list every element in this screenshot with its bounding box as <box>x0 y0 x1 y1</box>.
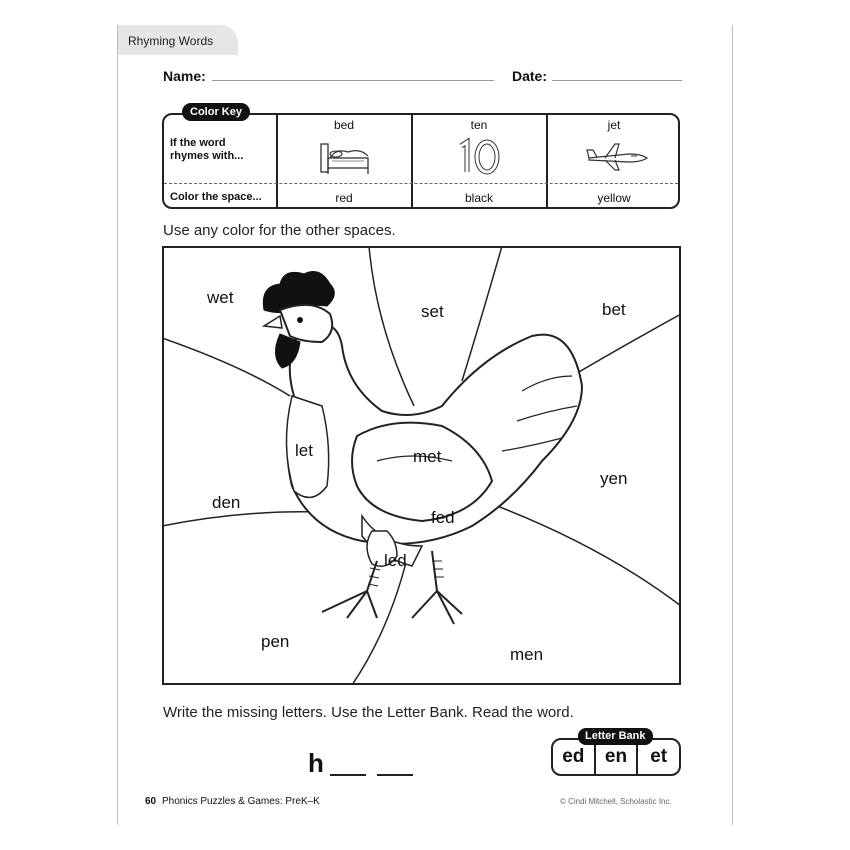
key-row1-label <box>170 137 243 163</box>
picture-word-den: den <box>212 493 241 512</box>
key-word-jet: jet <box>607 118 621 132</box>
picture-word-yen: yen <box>600 469 628 488</box>
key-row1-line1: If the word <box>170 137 226 149</box>
key-row1-line2: rhymes with... <box>170 150 244 162</box>
picture-word-let: let <box>295 441 313 460</box>
name-field[interactable] <box>212 80 494 81</box>
key-color-yellow: yellow <box>597 191 631 205</box>
number-ten-icon <box>455 137 503 177</box>
copyright: © Cindi Mitchell, Scholastic Inc. <box>560 797 672 806</box>
jet-plane-icon <box>585 138 649 174</box>
book-title: Phonics Puzzles & Games: PreK–K <box>162 796 320 807</box>
letter-bank-item[interactable]: en <box>594 740 637 774</box>
letter-bank-item[interactable]: et <box>636 740 679 774</box>
picture-word-led: led <box>384 551 407 570</box>
key-row-divider <box>164 183 678 184</box>
page-edge-right <box>732 25 733 825</box>
bed-icon <box>318 138 374 178</box>
section-tab <box>118 25 238 55</box>
letter-bank-item[interactable]: ed <box>562 746 585 767</box>
page-edge-left <box>117 25 118 825</box>
picture-word-pen: pen <box>261 632 290 651</box>
picture-word-fed: fed <box>431 508 455 527</box>
key-color-black: black <box>464 191 493 205</box>
date-field[interactable] <box>552 80 682 81</box>
key-word-ten: ten <box>470 118 488 132</box>
picture-word-men: men <box>510 645 544 664</box>
blank-1[interactable] <box>330 774 366 776</box>
instruction-write: Write the missing letters. Use the Letter Bank. Read the word. <box>163 704 574 721</box>
key-row2-label: Color the space... <box>170 191 262 203</box>
letter-bank-badge: Letter Bank <box>578 728 653 745</box>
name-label: Name: <box>163 68 206 84</box>
picture-word-set: set <box>421 302 444 321</box>
picture-word-met: met <box>413 447 442 466</box>
picture-word-bet: bet <box>602 300 626 319</box>
blank-2[interactable] <box>377 774 413 776</box>
color-key-badge: Color Key <box>182 103 250 121</box>
missing-word-prefix: h <box>308 748 324 778</box>
instruction-other-spaces: Use any color for the other spaces. <box>163 222 396 239</box>
page-number: 60 <box>145 796 157 807</box>
section-title: Rhyming Words <box>128 34 214 48</box>
key-color-red: red <box>335 191 353 205</box>
key-word-bed: bed <box>333 118 355 132</box>
date-label: Date: <box>512 68 548 84</box>
picture-word-wet: wet <box>207 288 234 307</box>
